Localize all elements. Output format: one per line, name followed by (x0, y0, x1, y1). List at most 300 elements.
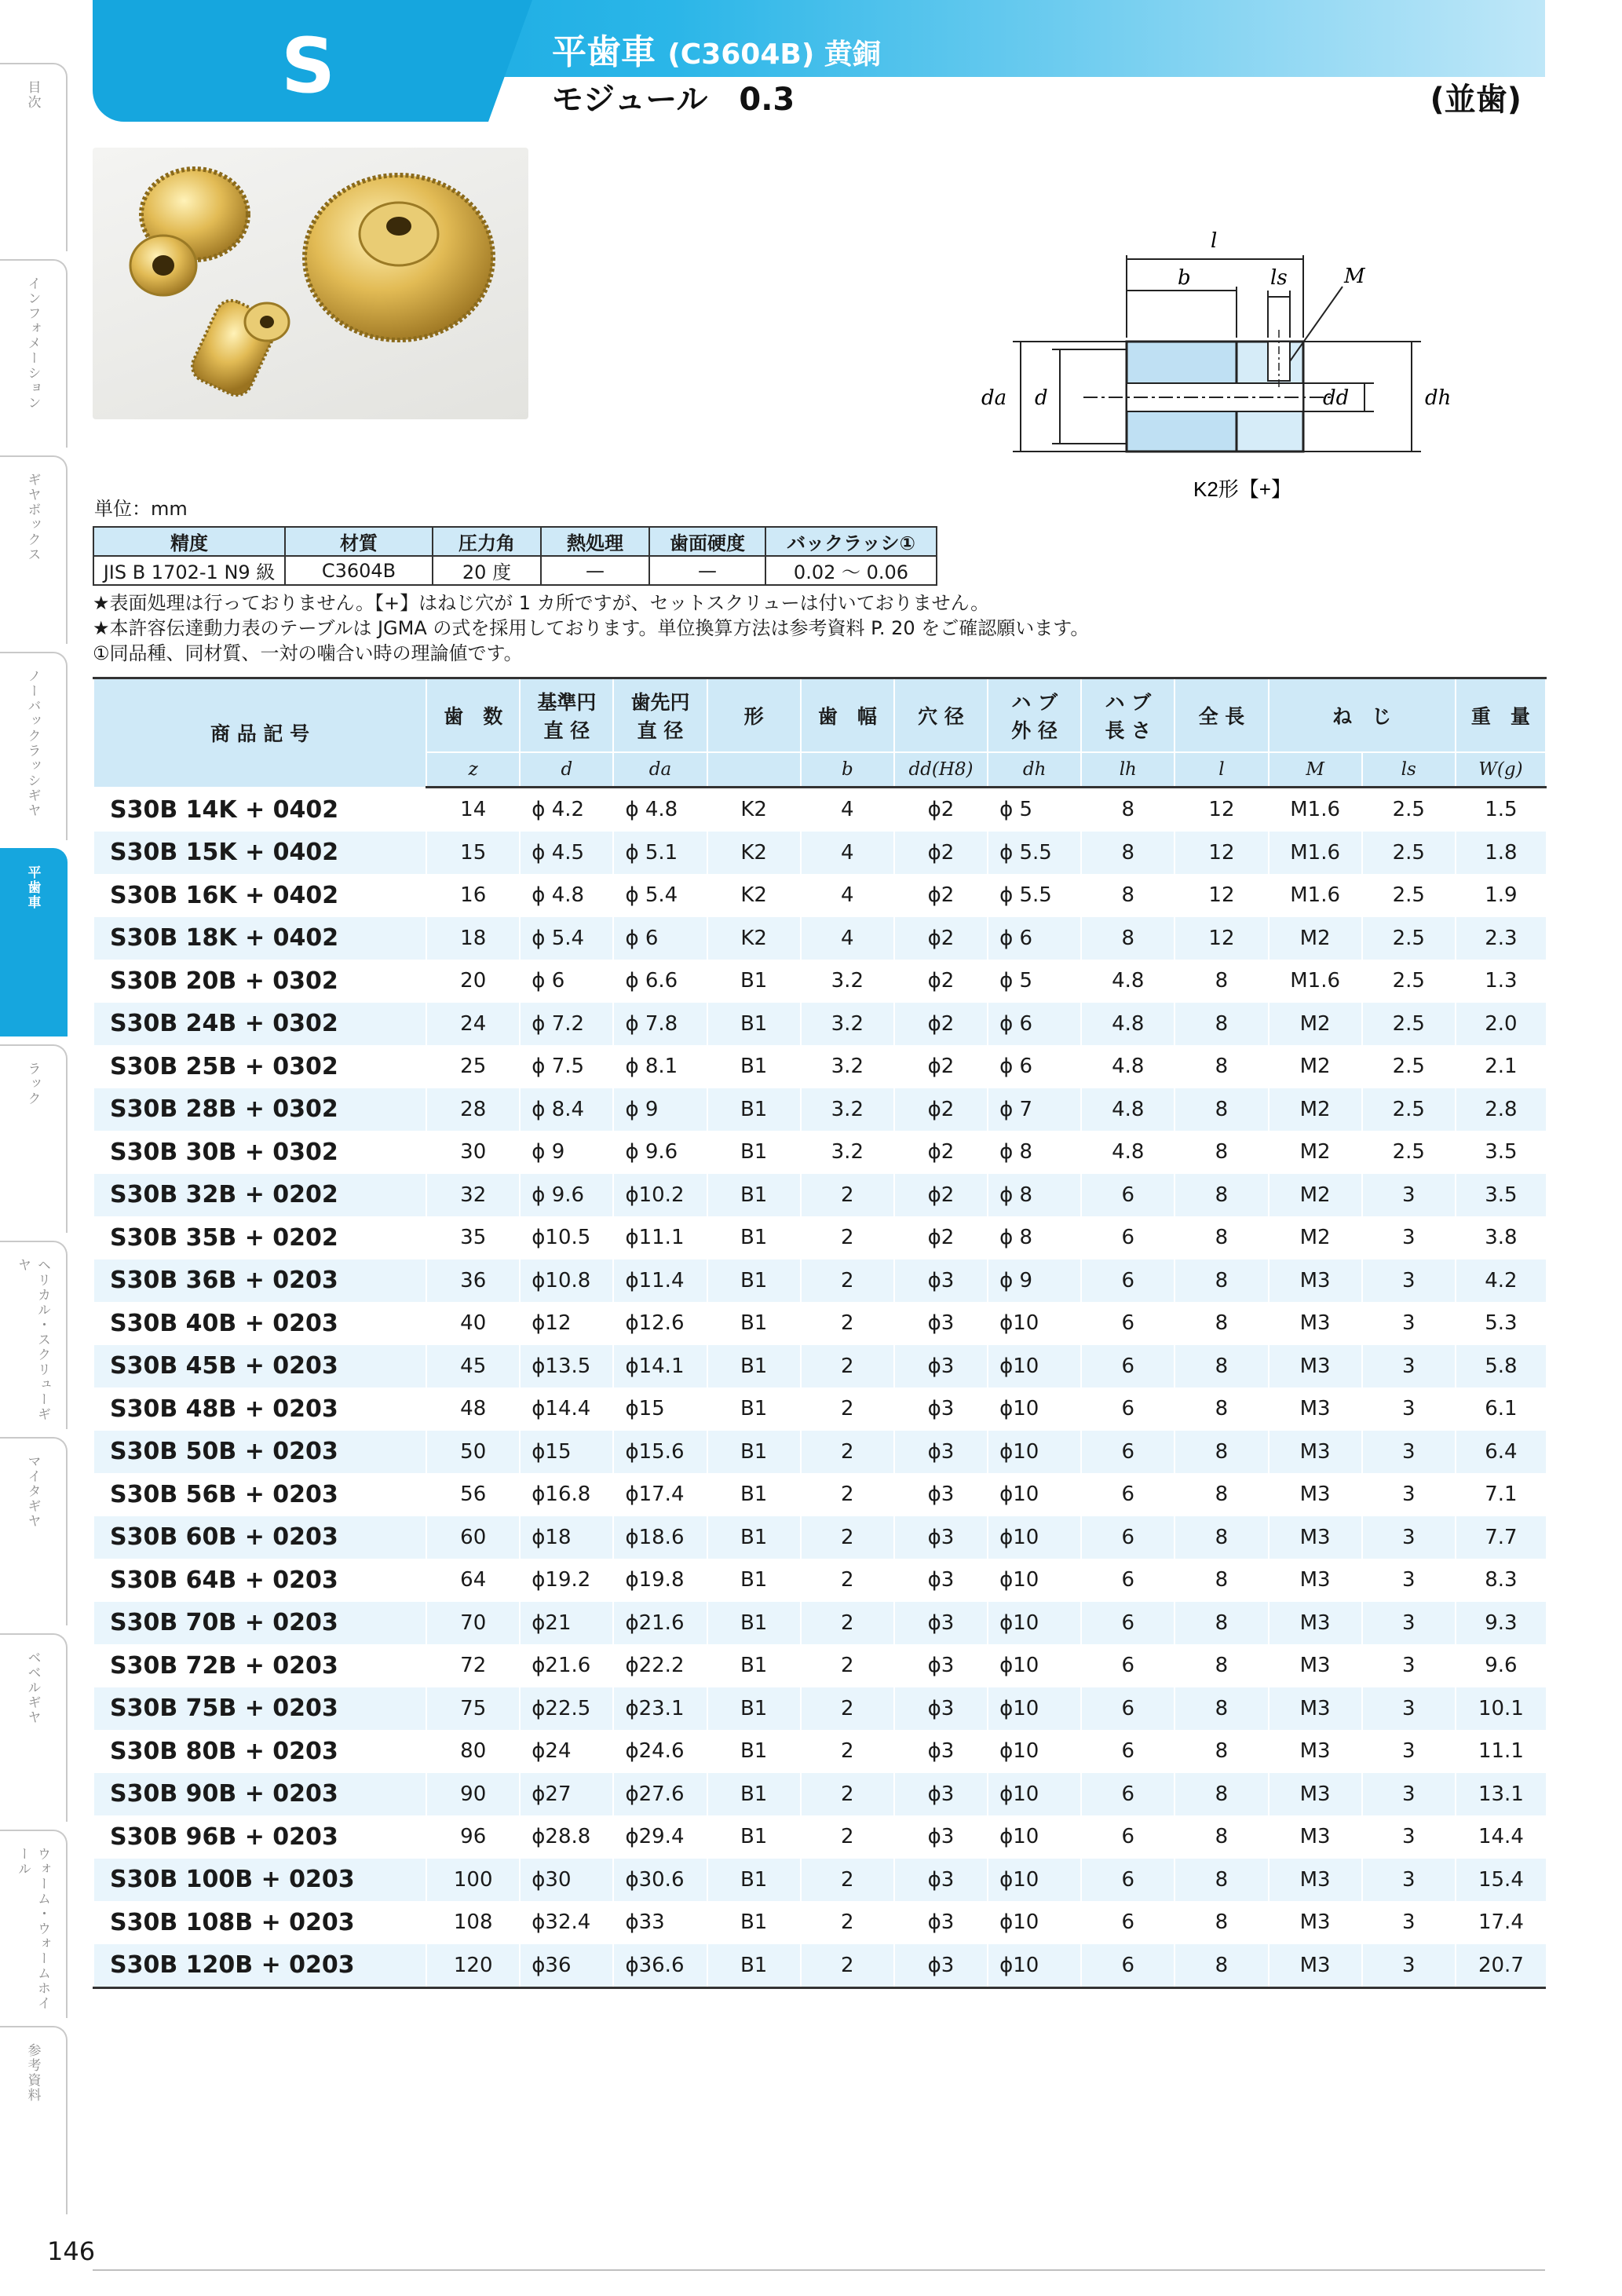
cell-da: ϕ 7.8 (613, 1003, 707, 1046)
symbol-type (707, 752, 801, 788)
cell-type: B1 (707, 1260, 801, 1303)
cell-b: 3.2 (801, 1045, 894, 1088)
cell-dd: ϕ3 (894, 1815, 988, 1859)
cell-w: 3.5 (1456, 1174, 1546, 1217)
cell-da: ϕ30.6 (613, 1859, 707, 1902)
cell-dd: ϕ3 (894, 1345, 988, 1388)
sidebar-tab-label: インフォメーション (24, 276, 41, 411)
cell-d: ϕ22.5 (520, 1687, 613, 1731)
cell-b: 2 (801, 1216, 894, 1260)
cell-da: ϕ27.6 (613, 1773, 707, 1816)
cell-l: 8 (1174, 1687, 1268, 1731)
cell-dh: ϕ 8 (988, 1174, 1081, 1217)
header-da: 歯先円 直 径 (613, 678, 707, 753)
cell-dd: ϕ2 (894, 1174, 988, 1217)
header-z: 歯 数 (426, 678, 520, 753)
sidebar-tab-rack[interactable] (0, 1044, 68, 1233)
cell-da: ϕ33 (613, 1901, 707, 1944)
table-row (93, 1815, 1546, 1859)
cell-type: B1 (707, 1602, 801, 1645)
cell-d: ϕ 9.6 (520, 1174, 613, 1217)
cell-dh: ϕ 5.5 (988, 874, 1081, 917)
cell-b: 3.2 (801, 1088, 894, 1132)
cell-l: 8 (1174, 1559, 1268, 1602)
cell-da: ϕ 6.6 (613, 960, 707, 1003)
cell-type: B1 (707, 1387, 801, 1431)
cell-M: M3 (1269, 1901, 1362, 1944)
cell-ls: 2.5 (1362, 832, 1456, 875)
cell-lh: 6 (1081, 1260, 1174, 1303)
cell-z: 30 (426, 1131, 520, 1174)
cell-z: 18 (426, 917, 520, 960)
cell-ls: 3 (1362, 1644, 1456, 1687)
symbol-d: d (520, 752, 613, 788)
cell-M: M3 (1269, 1730, 1362, 1773)
cell-da: ϕ18.6 (613, 1516, 707, 1559)
cell-lh: 6 (1081, 1345, 1174, 1388)
cell-b: 4 (801, 874, 894, 917)
spec-value: — (541, 556, 649, 585)
cell-z: 36 (426, 1260, 520, 1303)
cell-dd: ϕ3 (894, 1901, 988, 1944)
cell-code: S30B 48B + 0203 (93, 1387, 426, 1431)
cell-d: ϕ36 (520, 1944, 613, 1988)
cell-M: M3 (1269, 1431, 1362, 1474)
cell-type: B1 (707, 1473, 801, 1516)
cell-b: 2 (801, 1901, 894, 1944)
cell-l: 8 (1174, 1516, 1268, 1559)
table-row (93, 832, 1546, 875)
cell-da: ϕ36.6 (613, 1944, 707, 1988)
cell-ls: 3 (1362, 1859, 1456, 1902)
cell-l: 8 (1174, 1003, 1268, 1046)
header-screw: ね じ (1269, 678, 1456, 753)
cell-l: 8 (1174, 1387, 1268, 1431)
cell-d: ϕ32.4 (520, 1901, 613, 1944)
cell-d: ϕ30 (520, 1859, 613, 1902)
diagram-caption: K2形【+】 (1193, 477, 1291, 501)
cell-lh: 6 (1081, 1859, 1174, 1902)
table-row (93, 788, 1546, 832)
cell-z: 108 (426, 1901, 520, 1944)
cell-dh: ϕ 5 (988, 960, 1081, 1003)
table-row (93, 1859, 1546, 1902)
cell-w: 5.8 (1456, 1345, 1546, 1388)
cell-w: 1.5 (1456, 788, 1546, 832)
cell-b: 4 (801, 917, 894, 960)
cell-z: 32 (426, 1174, 520, 1217)
header-l: 全 長 (1174, 678, 1268, 753)
sidebar-tab-bevel[interactable] (0, 1633, 68, 1822)
cell-l: 8 (1174, 1260, 1268, 1303)
cell-z: 70 (426, 1602, 520, 1645)
header-w: 重 量 (1456, 678, 1546, 753)
sidebar-tab-worm[interactable] (0, 1830, 68, 2018)
cell-d: ϕ19.2 (520, 1559, 613, 1602)
cell-w: 14.4 (1456, 1815, 1546, 1859)
cell-z: 120 (426, 1944, 520, 1988)
sidebar-tab-label: 目次 (24, 80, 41, 110)
cell-code: S30B 28B + 0302 (93, 1088, 426, 1132)
cell-lh: 6 (1081, 1901, 1174, 1944)
cell-dd: ϕ3 (894, 1559, 988, 1602)
cell-M: M1.6 (1269, 832, 1362, 875)
cell-ls: 3 (1362, 1730, 1456, 1773)
cell-M: M1.6 (1269, 960, 1362, 1003)
cell-dh: ϕ 5.5 (988, 832, 1081, 875)
cell-ls: 3 (1362, 1901, 1456, 1944)
sidebar-tab-contents[interactable] (0, 63, 68, 251)
cell-ls: 3 (1362, 1174, 1456, 1217)
symbol-z: z (426, 752, 520, 788)
cell-dh: ϕ10 (988, 1687, 1081, 1731)
cell-d: ϕ14.4 (520, 1387, 613, 1431)
sidebar-tab-information[interactable] (0, 259, 68, 448)
cell-dd: ϕ2 (894, 832, 988, 875)
cell-M: M2 (1269, 1045, 1362, 1088)
cell-w: 2.8 (1456, 1088, 1546, 1132)
cell-dh: ϕ 6 (988, 1045, 1081, 1088)
notes (93, 590, 1089, 666)
table-row (93, 1387, 1546, 1431)
cell-dd: ϕ2 (894, 917, 988, 960)
cell-M: M3 (1269, 1302, 1362, 1345)
cell-lh: 6 (1081, 1516, 1174, 1559)
cell-type: K2 (707, 917, 801, 960)
cell-dd: ϕ3 (894, 1387, 988, 1431)
cell-da: ϕ17.4 (613, 1473, 707, 1516)
sidebar-tab-no-backlash[interactable] (0, 652, 68, 840)
cell-M: M1.6 (1269, 874, 1362, 917)
cell-type: B1 (707, 1859, 801, 1902)
label-dh: dh (1425, 386, 1452, 410)
cell-M: M3 (1269, 1602, 1362, 1645)
cell-M: M2 (1269, 1088, 1362, 1132)
cell-dh: ϕ10 (988, 1602, 1081, 1645)
table-row (93, 1131, 1546, 1174)
cell-ls: 2.5 (1362, 1045, 1456, 1088)
table-row (93, 960, 1546, 1003)
cell-z: 96 (426, 1815, 520, 1859)
cell-l: 8 (1174, 1644, 1268, 1687)
cell-z: 75 (426, 1687, 520, 1731)
sidebar-tab-label: ヘリカル・スクリューギヤ (15, 1258, 50, 1422)
cell-l: 8 (1174, 1131, 1268, 1174)
sidebar-tab-gearbox[interactable] (0, 455, 68, 644)
cell-code: S30B 15K + 0402 (93, 832, 426, 875)
cell-lh: 6 (1081, 1174, 1174, 1217)
cell-code: S30B 18K + 0402 (93, 917, 426, 960)
cell-ls: 3 (1362, 1602, 1456, 1645)
cell-ls: 2.5 (1362, 917, 1456, 960)
cell-M: M2 (1269, 1216, 1362, 1260)
cell-d: ϕ 4.8 (520, 874, 613, 917)
cell-d: ϕ13.5 (520, 1345, 613, 1388)
table-row (93, 1644, 1546, 1687)
cell-type: B1 (707, 1131, 801, 1174)
cell-b: 2 (801, 1345, 894, 1388)
cell-code: S30B 50B + 0203 (93, 1431, 426, 1474)
symbol-M: M (1269, 752, 1362, 788)
symbol-w: W(g) (1456, 752, 1546, 788)
sidebar-tab-reference[interactable] (0, 2026, 68, 2214)
cell-z: 40 (426, 1302, 520, 1345)
cell-da: ϕ15 (613, 1387, 707, 1431)
cell-w: 3.5 (1456, 1131, 1546, 1174)
product-table (93, 677, 1547, 1989)
cell-da: ϕ11.1 (613, 1216, 707, 1260)
cell-M: M3 (1269, 1473, 1362, 1516)
cell-lh: 8 (1081, 917, 1174, 960)
title-main: 平歯車 (552, 32, 656, 72)
cell-b: 3.2 (801, 1131, 894, 1174)
cell-code: S30B 75B + 0203 (93, 1687, 426, 1731)
symbol-lh: lh (1081, 752, 1174, 788)
symbol-b: b (801, 752, 894, 788)
cell-ls: 3 (1362, 1473, 1456, 1516)
cell-lh: 6 (1081, 1687, 1174, 1731)
cell-d: ϕ28.8 (520, 1815, 613, 1859)
spec-value: JIS B 1702-1 N9 級 (93, 556, 285, 585)
cell-code: S30B 30B + 0302 (93, 1131, 426, 1174)
cell-type: B1 (707, 1302, 801, 1345)
spec-table (93, 526, 937, 586)
cell-d: ϕ 8.4 (520, 1088, 613, 1132)
cell-ls: 3 (1362, 1216, 1456, 1260)
table-row (93, 1944, 1546, 1988)
cell-ls: 2.5 (1362, 1003, 1456, 1046)
cell-l: 8 (1174, 1773, 1268, 1816)
cell-d: ϕ 6 (520, 960, 613, 1003)
cell-d: ϕ 4.2 (520, 788, 613, 832)
cell-b: 2 (801, 1260, 894, 1303)
cell-dd: ϕ3 (894, 1431, 988, 1474)
cell-da: ϕ11.4 (613, 1260, 707, 1303)
table-row (93, 1687, 1546, 1731)
cell-w: 9.3 (1456, 1602, 1546, 1645)
cell-z: 25 (426, 1045, 520, 1088)
cell-z: 35 (426, 1216, 520, 1260)
spec-header-row (93, 527, 937, 556)
cell-dh: ϕ 8 (988, 1131, 1081, 1174)
note-line: ★本許容伝達動力表のテーブルは JGMA の式を採用しております。単位換算方法は参考資料 P. 20 をご確認願います。 (93, 617, 1090, 639)
symbol-da: da (613, 752, 707, 788)
cell-w: 5.3 (1456, 1302, 1546, 1345)
cell-dh: ϕ10 (988, 1773, 1081, 1816)
cell-d: ϕ12 (520, 1302, 613, 1345)
cell-lh: 6 (1081, 1302, 1174, 1345)
cell-b: 2 (801, 1559, 894, 1602)
spec-header: 材質 (285, 527, 433, 556)
cell-type: B1 (707, 1088, 801, 1132)
product-rows (93, 788, 1546, 1988)
table-row (93, 1003, 1546, 1046)
cell-lh: 6 (1081, 1431, 1174, 1474)
cell-dd: ϕ2 (894, 788, 988, 832)
cell-d: ϕ16.8 (520, 1473, 613, 1516)
cell-dd: ϕ2 (894, 1088, 988, 1132)
cell-lh: 8 (1081, 874, 1174, 917)
cell-ls: 2.5 (1362, 1131, 1456, 1174)
cell-d: ϕ10.8 (520, 1260, 613, 1303)
cell-w: 3.8 (1456, 1216, 1546, 1260)
cell-z: 28 (426, 1088, 520, 1132)
label-b: b (1178, 266, 1191, 290)
cell-code: S30B 14K + 0402 (93, 788, 426, 832)
cell-code: S30B 64B + 0203 (93, 1559, 426, 1602)
cell-da: ϕ10.2 (613, 1174, 707, 1217)
symbol-dh: dh (988, 752, 1081, 788)
spec-value: 0.02 ～ 0.06 (765, 556, 937, 585)
sidebar-tab-spur-gear[interactable] (0, 848, 68, 1036)
cell-l: 8 (1174, 960, 1268, 1003)
cell-dd: ϕ3 (894, 1687, 988, 1731)
cell-b: 2 (801, 1431, 894, 1474)
cell-code: S30B 35B + 0202 (93, 1216, 426, 1260)
series-letter: S (281, 22, 336, 110)
cell-w: 20.7 (1456, 1944, 1546, 1988)
cell-dh: ϕ10 (988, 1859, 1081, 1902)
cell-da: ϕ 5.1 (613, 832, 707, 875)
cell-lh: 6 (1081, 1644, 1174, 1687)
sidebar-tab-miter[interactable] (0, 1437, 68, 1625)
cell-lh: 4.8 (1081, 1088, 1174, 1132)
cell-l: 8 (1174, 1730, 1268, 1773)
cell-dh: ϕ10 (988, 1730, 1081, 1773)
cell-b: 2 (801, 1730, 894, 1773)
cell-lh: 6 (1081, 1387, 1174, 1431)
cell-code: S30B 70B + 0203 (93, 1602, 426, 1645)
cell-l: 8 (1174, 1431, 1268, 1474)
cell-type: B1 (707, 1815, 801, 1859)
cell-z: 48 (426, 1387, 520, 1431)
cell-code: S30B 90B + 0203 (93, 1773, 426, 1816)
cell-code: S30B 60B + 0203 (93, 1516, 426, 1559)
cell-ls: 2.5 (1362, 788, 1456, 832)
cell-dd: ϕ3 (894, 1644, 988, 1687)
header-dh: ハ ブ 外 径 (988, 678, 1081, 753)
cell-dh: ϕ10 (988, 1815, 1081, 1859)
cell-da: ϕ15.6 (613, 1431, 707, 1474)
cell-dh: ϕ10 (988, 1644, 1081, 1687)
cell-dh: ϕ10 (988, 1387, 1081, 1431)
cell-code: S30B 40B + 0203 (93, 1302, 426, 1345)
product-photo (93, 148, 528, 419)
table-row (93, 1260, 1546, 1303)
cell-dd: ϕ3 (894, 1302, 988, 1345)
table-row (93, 1302, 1546, 1345)
cell-da: ϕ19.8 (613, 1559, 707, 1602)
cell-ls: 3 (1362, 1260, 1456, 1303)
cell-lh: 6 (1081, 1473, 1174, 1516)
cell-dd: ϕ3 (894, 1859, 988, 1902)
cell-z: 50 (426, 1431, 520, 1474)
table-row (93, 1901, 1546, 1944)
cell-da: ϕ22.2 (613, 1644, 707, 1687)
table-row (93, 1473, 1546, 1516)
cell-d: ϕ21 (520, 1602, 613, 1645)
cell-ls: 3 (1362, 1773, 1456, 1816)
cell-code: S30B 80B + 0203 (93, 1730, 426, 1773)
cell-ls: 3 (1362, 1345, 1456, 1388)
cell-b: 4 (801, 788, 894, 832)
table-header-row (93, 678, 1546, 753)
brass-gears-image (93, 148, 528, 419)
cell-dd: ϕ3 (894, 1944, 988, 1988)
cell-l: 8 (1174, 1174, 1268, 1217)
page-header (93, 0, 1545, 122)
table-row (93, 1088, 1546, 1132)
cell-w: 1.8 (1456, 832, 1546, 875)
footer-rule (93, 2269, 1545, 2271)
cell-dd: ϕ3 (894, 1730, 988, 1773)
cell-M: M3 (1269, 1944, 1362, 1988)
sidebar-tab-helical[interactable] (0, 1241, 68, 1429)
cell-lh: 6 (1081, 1216, 1174, 1260)
cell-dd: ϕ3 (894, 1602, 988, 1645)
cell-da: ϕ 4.8 (613, 788, 707, 832)
label-l: l (1211, 229, 1218, 253)
cell-b: 2 (801, 1773, 894, 1816)
sidebar-tab-label: ベベルギヤ (24, 1651, 41, 1725)
cell-dd: ϕ2 (894, 1216, 988, 1260)
cell-b: 2 (801, 1859, 894, 1902)
cell-w: 15.4 (1456, 1859, 1546, 1902)
cell-type: B1 (707, 1901, 801, 1944)
cell-dh: ϕ 6 (988, 917, 1081, 960)
cell-M: M1.6 (1269, 788, 1362, 832)
table-row (93, 1602, 1546, 1645)
cell-da: ϕ 6 (613, 917, 707, 960)
cell-dh: ϕ10 (988, 1944, 1081, 1988)
cell-w: 9.6 (1456, 1644, 1546, 1687)
cell-M: M2 (1269, 1003, 1362, 1046)
table-row (93, 1730, 1546, 1773)
cell-b: 2 (801, 1602, 894, 1645)
cell-dh: ϕ10 (988, 1302, 1081, 1345)
cell-dd: ϕ3 (894, 1473, 988, 1516)
cell-ls: 2.5 (1362, 960, 1456, 1003)
cell-M: M3 (1269, 1559, 1362, 1602)
cell-ls: 3 (1362, 1302, 1456, 1345)
cell-b: 2 (801, 1644, 894, 1687)
cell-w: 4.2 (1456, 1260, 1546, 1303)
cell-code: S30B 100B + 0203 (93, 1859, 426, 1902)
cell-b: 2 (801, 1473, 894, 1516)
cell-type: B1 (707, 1773, 801, 1816)
cell-code: S30B 120B + 0203 (93, 1944, 426, 1988)
cell-b: 2 (801, 1174, 894, 1217)
cell-M: M2 (1269, 1131, 1362, 1174)
cell-type: B1 (707, 1730, 801, 1773)
cell-type: K2 (707, 874, 801, 917)
cell-ls: 3 (1362, 1431, 1456, 1474)
cell-code: S30B 25B + 0302 (93, 1045, 426, 1088)
cell-type: B1 (707, 1687, 801, 1731)
table-row (93, 1345, 1546, 1388)
sidebar-tab-label: ノーバックラッシギヤ (24, 669, 41, 818)
spec-value: — (649, 556, 765, 585)
note-line: ★表面処理は行っておりません。【+】はねじ穴が 1 カ所ですが、セットスクリューは付いておりません。 (93, 592, 990, 614)
cell-dh: ϕ10 (988, 1901, 1081, 1944)
label-M: M (1344, 265, 1365, 288)
cell-dd: ϕ3 (894, 1260, 988, 1303)
cell-M: M3 (1269, 1687, 1362, 1731)
cell-z: 20 (426, 960, 520, 1003)
label-da: da (981, 386, 1007, 410)
table-row (93, 1174, 1546, 1217)
cell-dh: ϕ10 (988, 1516, 1081, 1559)
